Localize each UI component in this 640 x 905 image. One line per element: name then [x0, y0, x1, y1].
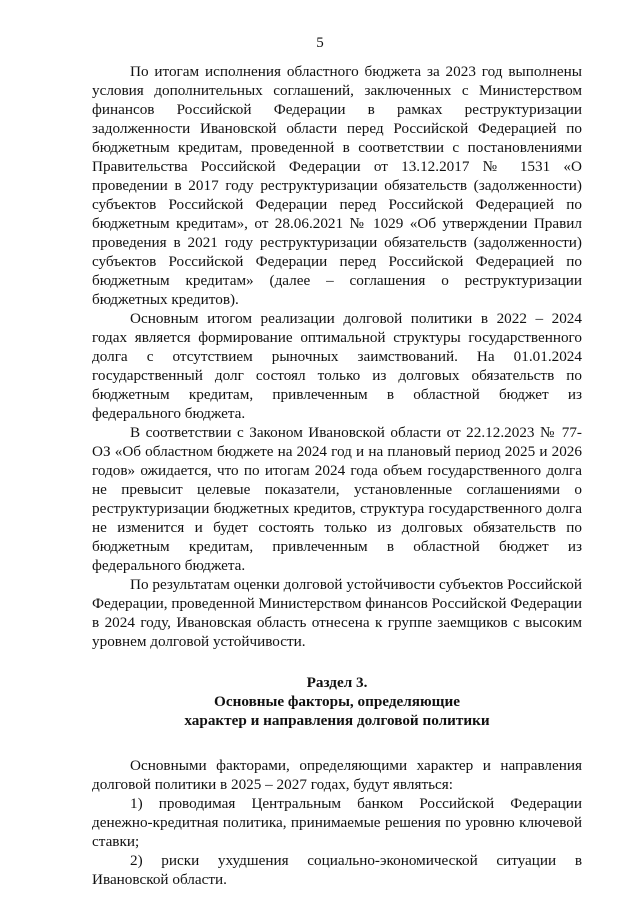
- page-number: 5: [316, 35, 324, 51]
- paragraph-budget-law: В соответствии с Законом Ивановской области от 22.12.2023 № 77-ОЗ «Об областном бюджете на 2024 год и на плановый период 2025 и 2026 годов» ожидается, что по итогам 2024 года объем государственного долга не превысит целевые показатели, установленные соглашениями о реструктуризации бюджетных кредитов, структура государственного долга не изменится и будет состоять только из долговых обязательств по бюджетным кредитам, привлеченным в областной бюджет из федерального бюджета.: [92, 424, 582, 574]
- section-number: Раздел 3.: [306, 674, 368, 691]
- paragraph-debt-sustainability: По результатам оценки долговой устойчивости субъектов Российской Федерации, проведенной Министерством финансов Российской Федерации в 2024 году, Ивановская область отнесена к группе заемщиков с высоким уровнем долговой устойчивости.: [92, 576, 582, 650]
- list-item-factor-2: 2) риски ухудшения социально-экономической ситуации в Ивановской области.: [92, 852, 582, 888]
- paragraph-debt-policy-outcome: Основным итогом реализации долговой политики в 2022 – 2024 годах является формирование оптимальной структуры государственного долга с отсутствием рыночных заимствований. На 01.01.2024 государственный долг состоял только из долговых обязательств по бюджетным кредитам, привлеченным в областной бюджет из федерального бюджета.: [92, 310, 582, 422]
- section-heading: [92, 673, 582, 730]
- section-title-line-1: Основные факторы, определяющие: [214, 693, 460, 710]
- list-item-factor-1: 1) проводимая Центральным банком Российской Федерации денежно-кредитная политика, принимаемые решения по уровню ключевой ставки;: [92, 795, 582, 850]
- paragraph-factors-intro: Основными факторами, определяющими характер и направления долговой политики в 2025 – 2027 годах, будут являться:: [92, 757, 582, 793]
- paragraph-restructuring-results: По итогам исполнения областного бюджета за 2023 год выполнены условия дополнительных соглашений, заключенных с Министерством финансов Российской Федерации в рамках реструктуризации задолженности Ивановской области перед Российской Федерацией по бюджетным кредитам, проведенной в соответствии с постановлениями Правительства Российской Федерации от 13.12.2017 № 1531 «О проведении в 2017 году реструктуризации обязательств (задолженности) субъектов Российской Федерации перед Российской Федерацией по бюджетным кредитам», от 28.06.2021 № 1029 «Об утверждении Правил проведения в 2021 году реструктуризации обязательств (задолженности) субъектов Российской Федерации перед Российской Федерацией по бюджетным кредитам» (далее – соглашения о реструктуризации бюджетных кредитов).: [92, 63, 582, 308]
- section-title-line-2: характер и направления долговой политики: [184, 712, 490, 729]
- document-body: [92, 62, 582, 889]
